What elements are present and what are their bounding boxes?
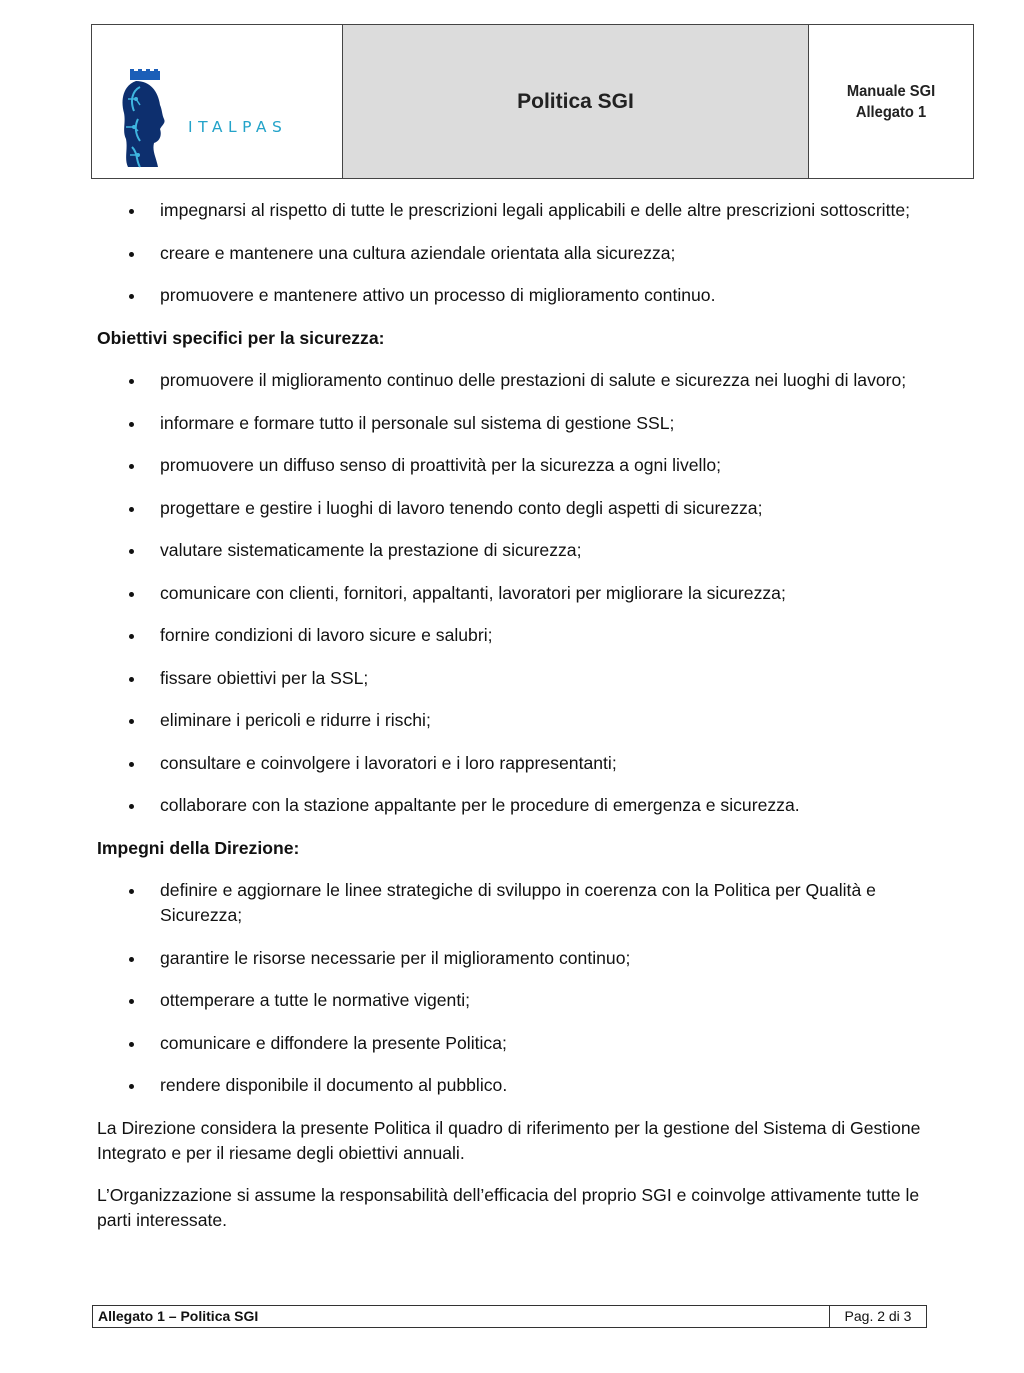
- list-item: consultare e coinvolgere i lavoratori e i loro rappresentanti;: [97, 751, 927, 776]
- paragraph: La Direzione considera la presente Politica il quadro di riferimento per la gestione del Sistema di Gestione Integrato e per il riesame degli obiettivi annuali.: [97, 1117, 921, 1163]
- list-item: comunicare e diffondere la presente Politica;: [97, 1031, 927, 1056]
- list-item: rendere disponibile il documento al pubblico.: [97, 1073, 927, 1098]
- paragraph: L’Organizzazione si assume la responsabilità dell’efficacia del proprio SGI e coinvolge attivamente tutte le parti interessate.: [97, 1185, 920, 1230]
- list-item: garantire le risorse necessarie per il miglioramento continuo;: [97, 946, 927, 971]
- list-item: fornire condizioni di lavoro sicure e salubri;: [97, 623, 927, 648]
- document-footer: [92, 1305, 927, 1328]
- footer-title: Allegato 1 – Politica SGI: [93, 1306, 830, 1327]
- document-meta: [816, 25, 967, 178]
- attachment-label: Allegato 1: [855, 103, 927, 121]
- list-item: informare e formare tutto il personale sul sistema di gestione SSL;: [97, 411, 927, 436]
- intro-list: [97, 198, 927, 308]
- list-item: valutare sistematicamente la prestazione di sicurezza;: [97, 538, 927, 563]
- list-item: promuovere e mantenere attivo un processo di miglioramento continuo.: [97, 283, 927, 308]
- list-item: promuovere il miglioramento continuo delle prestazioni di salute e sicurezza nei luoghi di lavoro;: [97, 368, 927, 393]
- logo-wordmark: ITALPAS: [188, 118, 288, 136]
- list-item: fissare obiettivi per la SSL;: [97, 666, 927, 691]
- list-item: ottemperare a tutte le normative vigenti;: [97, 988, 927, 1013]
- document-body: [97, 198, 927, 1251]
- list-item: creare e mantenere una cultura aziendale orientata alla sicurezza;: [97, 241, 927, 266]
- logo-cell: [92, 25, 343, 178]
- list-item: progettare e gestire i luoghi di lavoro tenendo conto degli aspetti di sicurezza;: [97, 496, 927, 521]
- manual-label: Manuale SGI: [846, 82, 936, 100]
- list-item: eliminare i pericoli e ridurre i rischi;: [97, 708, 927, 733]
- italpas-logo-icon: [118, 69, 188, 171]
- list-item: definire e aggiornare le linee strategiche di sviluppo in coerenza con la Politica per Qualità e Sicurezza;: [97, 878, 927, 928]
- safety-list: [97, 368, 927, 818]
- document-title: Politica SGI: [343, 25, 809, 178]
- list-item: impegnarsi al rispetto di tutte le prescrizioni legali applicabili e delle altre prescrizioni sottoscritte;: [97, 198, 927, 223]
- document-header: [91, 24, 974, 179]
- direction-heading: Impegni della Direzione:: [97, 837, 300, 858]
- list-item: promuovere un diffuso senso di proattività per la sicurezza a ogni livello;: [97, 453, 927, 478]
- list-item: comunicare con clienti, fornitori, appaltanti, lavoratori per migliorare la sicurezza;: [97, 581, 927, 606]
- safety-heading: Obiettivi specifici per la sicurezza:: [97, 327, 385, 348]
- direction-list: [97, 878, 927, 1098]
- list-item: collaborare con la stazione appaltante per le procedure di emergenza e sicurezza.: [97, 793, 927, 818]
- page-number: Pag. 2 di 3: [844, 1308, 912, 1324]
